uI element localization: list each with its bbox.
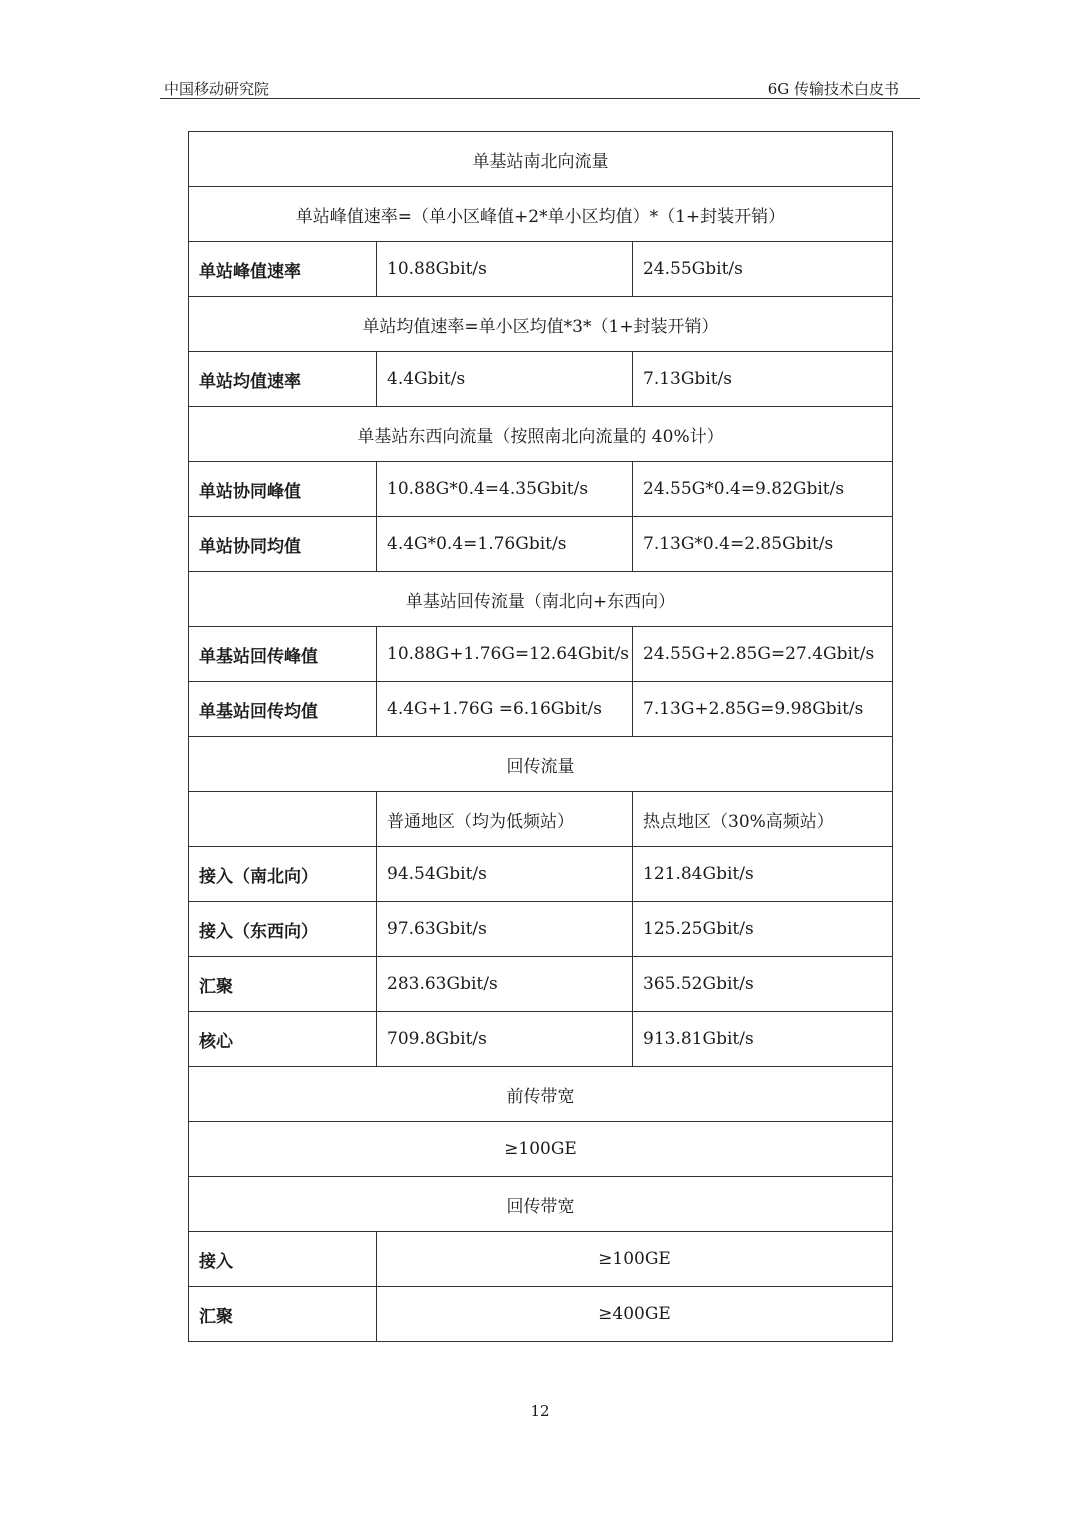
section-title: 单基站回传流量（南北向+东西向） [189, 572, 893, 627]
cell-value: ≥100GE [377, 1232, 893, 1287]
cell-value: 913.81Gbit/s [633, 1012, 893, 1067]
row-label: 单站峰值速率 [189, 242, 377, 297]
row-label: 接入（南北向） [189, 847, 377, 902]
cell-value: 4.4Gbit/s [377, 352, 633, 407]
cell-value: 24.55Gbit/s [633, 242, 893, 297]
cell-value: 24.55G+2.85G=27.4Gbit/s [633, 627, 893, 682]
table-row [189, 682, 893, 737]
cell-value: 10.88G*0.4=4.35Gbit/s [377, 462, 633, 517]
row-label: 单站协同峰值 [189, 462, 377, 517]
page-number: 12 [530, 1402, 550, 1420]
row-label: 单基站回传峰值 [189, 627, 377, 682]
row-label: 单站均值速率 [189, 352, 377, 407]
cell-value: 4.4G*0.4=1.76Gbit/s [377, 517, 633, 572]
section-title: 单基站东西向流量（按照南北向流量的 40%计） [189, 407, 893, 462]
section-title: 回传带宽 [189, 1177, 893, 1232]
row-label: 接入 [189, 1232, 377, 1287]
table-row [189, 352, 893, 407]
table-row [189, 847, 893, 902]
formula-text: 单站峰值速率=（单小区峰值+2*单小区均值）*（1+封装开销） [189, 187, 893, 242]
table-row [189, 1067, 893, 1122]
cell-value: 7.13G+2.85G=9.98Gbit/s [633, 682, 893, 737]
cell-value: 10.88G+1.76G=12.64Gbit/s [377, 627, 633, 682]
cell-value: 10.88Gbit/s [377, 242, 633, 297]
row-label: 接入（东西向） [189, 902, 377, 957]
table-row [189, 957, 893, 1012]
column-header: 普通地区（均为低频站） [377, 792, 633, 847]
cell-value: 121.84Gbit/s [633, 847, 893, 902]
table-row [189, 792, 893, 847]
table-row [189, 407, 893, 462]
cell-value: 7.13Gbit/s [633, 352, 893, 407]
row-label: 核心 [189, 1012, 377, 1067]
formula-text: 单站均值速率=单小区均值*3*（1+封装开销） [189, 297, 893, 352]
cell-value: 7.13G*0.4=2.85Gbit/s [633, 517, 893, 572]
table-row [189, 462, 893, 517]
header-document-title: 6G 传输技术白皮书 [767, 80, 899, 98]
table-row [189, 1232, 893, 1287]
table-row [189, 572, 893, 627]
section-title: 前传带宽 [189, 1067, 893, 1122]
table-row [189, 902, 893, 957]
cell-value: ≥100GE [189, 1122, 893, 1177]
cell-value: 4.4G+1.76G =6.16Gbit/s [377, 682, 633, 737]
section-title: 回传流量 [189, 737, 893, 792]
row-label: 单基站回传均值 [189, 682, 377, 737]
table-row [189, 132, 893, 187]
header-rule [160, 98, 920, 99]
cell-value: 97.63Gbit/s [377, 902, 633, 957]
table-row [189, 517, 893, 572]
table-row [189, 242, 893, 297]
header-organization: 中国移动研究院 [164, 80, 270, 98]
table-row [189, 1287, 893, 1342]
cell-value: 94.54Gbit/s [377, 847, 633, 902]
cell-value: 365.52Gbit/s [633, 957, 893, 1012]
table-row [189, 187, 893, 242]
bandwidth-table [188, 131, 893, 1342]
cell-value: 283.63Gbit/s [377, 957, 633, 1012]
cell-value: ≥400GE [377, 1287, 893, 1342]
table-row [189, 1122, 893, 1177]
section-title: 单基站南北向流量 [189, 132, 893, 187]
column-header: 热点地区（30%高频站） [633, 792, 893, 847]
row-label: 单站协同均值 [189, 517, 377, 572]
table-row [189, 1012, 893, 1067]
cell-value: 709.8Gbit/s [377, 1012, 633, 1067]
cell-value: 125.25Gbit/s [633, 902, 893, 957]
table-row [189, 737, 893, 792]
empty-cell [189, 792, 377, 847]
table-row [189, 297, 893, 352]
cell-value: 24.55G*0.4=9.82Gbit/s [633, 462, 893, 517]
table-row [189, 627, 893, 682]
row-label: 汇聚 [189, 957, 377, 1012]
row-label: 汇聚 [189, 1287, 377, 1342]
table-row [189, 1177, 893, 1232]
